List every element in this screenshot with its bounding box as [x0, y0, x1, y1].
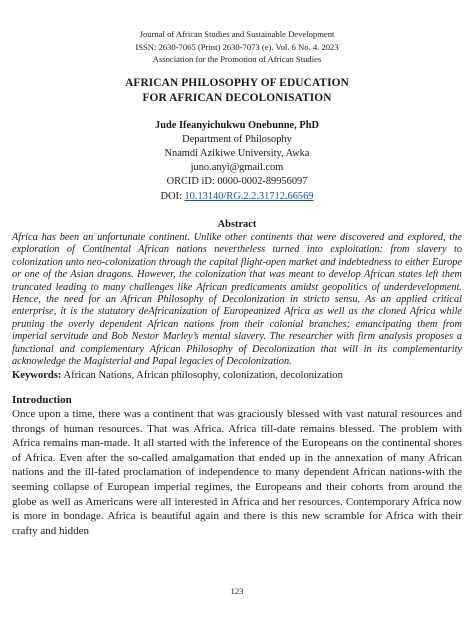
keywords — [12, 370, 462, 383]
title-line-2: FOR AFRICAN DECOLONISATION — [142, 91, 332, 104]
author-orcid: ORCID iD: 0000-0002-89956097 — [166, 176, 308, 188]
author-email: juno.anyi@gmail.com — [190, 162, 284, 174]
author-name: Jude Ifeanyichukwu Onebunne, PhD — [155, 119, 319, 131]
introduction-text: Once upon a time, there was a continent that was graciously blessed with vast natural resources and throngs of human resources. That was Africa. Africa till-date remains blessed. The problem with Africa remains man-made. It all started with the inference of the Europeans on the continental shores of Africa. Even after the so-called amalgamation that ended up in the annexation of many African nations and the ill-fated proclamation of independence to many dependent African nations-with the seeming collapse of European imperial regimes, the Europeans and their cohorts from around the globe as well as Americans were all interested in Africa and her resources. Contemporary Africa now is more in bondage. Africa is beautiful again and there is this new scramble for Africa with their crafty and hidden — [12, 408, 462, 537]
journal-issn: ISSN: 2630-7065 (Print) 2630-7073 (e). Vol. 6 No. 4. 2023 — [135, 41, 339, 52]
introduction-heading: Introduction — [12, 394, 72, 407]
journal-name: Journal of African Studies and Sustainable Development — [139, 29, 335, 39]
abstract-text: Africa has been an unfortunate continent. Unlike other continents that were discovered and explored, the exploration of Continental African nations nevertheless turned into exploitation: from slavery to colonization unto neo-colonization through the capital flight-open market and indebtedness to either Europe or one of the Asian dragons. However, the colonization that was meant to develop African states left them truncated leading to many challenges like African predicaments amidst geopolitics of underdevelopment. Hence, the need for an African Philosophy of Decolonization in stricto sensu. As an applied critical enterprise, it is the statutory deAfricanization of Europeanized Africa as well as the cloned Africa while pruning the overly dependent African nations from their colonial branches; emancipating them from imperial servitude and Bob Nestor Marley’s mental slavery. The researcher with firm analysis proposes a functional and complementary African Philosophy of Decolonization that will in its complementarity acknowledge the Magisterial and Papal legacies of Decolonization. — [12, 231, 462, 368]
abstract-heading: Abstract — [217, 218, 257, 230]
author-university: Nnamdi Azikiwe University, Awka — [164, 147, 310, 159]
journal-association: Association for the Promotion of African Studies — [152, 54, 322, 64]
page-number: 123 — [230, 586, 244, 596]
keywords-text: African Nations, African philosophy, colonization, decolonization — [61, 369, 343, 381]
author-block — [12, 119, 462, 204]
title-line-1: AFRICAN PHILOSOPHY OF EDUCATION — [125, 76, 349, 89]
author-department: Department of Philosophy — [182, 133, 292, 145]
paper-title — [12, 76, 462, 106]
author-doi — [12, 190, 462, 204]
doi-link[interactable]: 10.13140/RG.2.2.31712.66569 — [184, 190, 314, 202]
doi-label: DOI: — [160, 190, 185, 202]
keywords-label: Keywords: — [12, 369, 62, 381]
journal-header — [12, 0, 462, 66]
